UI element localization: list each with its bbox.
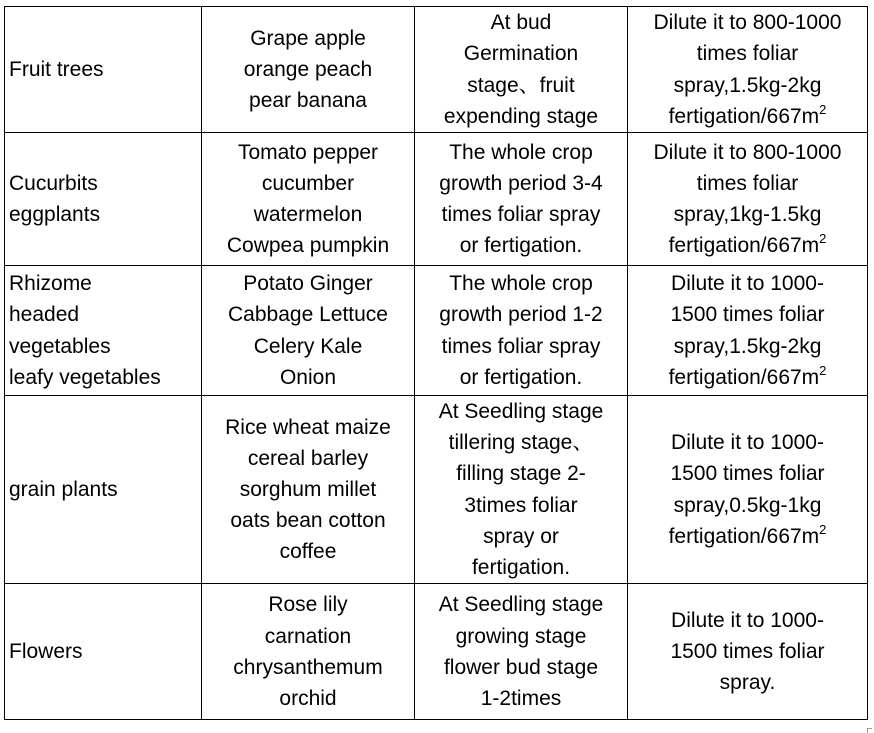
crop-type-cell bbox=[5, 396, 202, 584]
dosage-text: Dilute it to 800-1000 bbox=[653, 11, 842, 35]
crop-list-text: Cowpea pumpkin bbox=[226, 234, 390, 258]
crop-list-text: Tomato pepper bbox=[237, 140, 379, 164]
application-stage-cell bbox=[415, 396, 628, 584]
crop-list-cell bbox=[202, 7, 415, 133]
crop-type-text: headed bbox=[9, 303, 80, 327]
stage-text: At Seedling stage bbox=[438, 593, 604, 617]
crop-list-cell bbox=[202, 584, 415, 720]
dosage-unit-line bbox=[632, 101, 863, 132]
dosage-text: Dilute it to 1000- bbox=[671, 431, 824, 455]
crop-list-text: oats bean cotton bbox=[230, 509, 386, 533]
dosage-cell bbox=[628, 133, 868, 266]
dosage-unit-line bbox=[632, 230, 863, 261]
stage-text: growth period 1-2 bbox=[439, 303, 603, 327]
crop-list-text: sorghum millet bbox=[239, 478, 377, 501]
dosage-text: 1500 times foliar bbox=[670, 462, 825, 486]
crop-type-cell bbox=[5, 584, 202, 720]
crop-list-text: Grape apple bbox=[250, 26, 366, 50]
stage-text: Germination bbox=[463, 42, 579, 66]
crop-list-text: orchid bbox=[279, 686, 337, 710]
unit-superscript: 2 bbox=[819, 362, 827, 378]
dosage-cell bbox=[628, 396, 868, 584]
stage-text: expending stage bbox=[443, 104, 599, 128]
dosage-cell bbox=[628, 584, 868, 720]
stage-text: At Seedling stage bbox=[438, 400, 604, 423]
crop-list-text: coffee bbox=[279, 540, 337, 564]
crop-type-text: leafy vegetables bbox=[9, 365, 161, 389]
crop-list-text: Onion bbox=[279, 365, 337, 389]
crop-list-text: cereal barley bbox=[247, 446, 369, 470]
crop-type-cell bbox=[5, 7, 202, 133]
stage-text: fertigation. bbox=[471, 556, 571, 580]
crop-type-cell bbox=[5, 133, 202, 266]
crop-list-cell bbox=[202, 396, 415, 584]
dosage-text: Dilute it to 1000- bbox=[671, 608, 824, 632]
crop-type-text: Flowers bbox=[9, 640, 83, 664]
dosage-text: spray,1kg-1.5kg bbox=[673, 203, 822, 226]
crop-list-text: pear banana bbox=[249, 89, 367, 113]
dosage-text: spray. bbox=[719, 671, 776, 695]
unit-superscript: 2 bbox=[819, 231, 827, 247]
stage-text: 1-2times bbox=[480, 686, 562, 710]
dosage-text: spray,1.5kg-2kg bbox=[673, 73, 822, 97]
application-stage-cell bbox=[415, 584, 628, 720]
crop-application-table bbox=[4, 6, 868, 720]
crop-list-text: Rice wheat maize bbox=[225, 415, 391, 439]
crop-list-text: carnation bbox=[264, 624, 352, 648]
application-stage-cell bbox=[415, 266, 628, 396]
crop-list-text: cucumber bbox=[261, 171, 355, 195]
crop-list-text: Rose lily bbox=[268, 593, 348, 617]
dosage-text: times foliar bbox=[696, 171, 799, 195]
stage-text: The whole crop bbox=[449, 272, 593, 296]
application-stage-cell bbox=[415, 7, 628, 133]
crop-list-text: watermelon bbox=[253, 203, 363, 226]
crop-type-text: Cucurbits bbox=[9, 171, 98, 195]
stage-text: flower bud stage bbox=[443, 655, 599, 679]
stage-text: growth period 3-4 bbox=[439, 171, 603, 195]
dosage-text: fertigation/667m bbox=[668, 365, 820, 389]
stage-text: filling stage 2- bbox=[456, 462, 586, 486]
stage-text: The whole crop bbox=[449, 140, 593, 164]
stage-text: or fertigation. bbox=[459, 234, 583, 258]
unit-superscript: 2 bbox=[819, 521, 827, 537]
stage-text: At bud bbox=[490, 11, 552, 35]
stage-text: or fertigation. bbox=[459, 365, 583, 389]
crop-list-text: Potato Ginger bbox=[243, 272, 373, 296]
crop-type-text: eggplants bbox=[9, 203, 101, 226]
dosage-text: fertigation/667m bbox=[668, 524, 820, 548]
table-row bbox=[5, 584, 868, 720]
crop-list-cell bbox=[202, 266, 415, 396]
crop-type-text: Rhizome bbox=[9, 272, 92, 296]
unit-superscript: 2 bbox=[819, 101, 827, 117]
dosage-text: spray,0.5kg-1kg bbox=[673, 493, 822, 517]
stage-text: growing stage bbox=[455, 624, 587, 648]
table-row bbox=[5, 396, 868, 584]
crop-list-text: orange peach bbox=[243, 57, 373, 81]
crop-list-text: Cabbage Lettuce bbox=[228, 303, 388, 327]
stage-text: times foliar spray bbox=[441, 334, 601, 358]
table-row bbox=[5, 133, 868, 266]
dosage-text: times foliar bbox=[696, 42, 799, 66]
dosage-unit-line bbox=[632, 521, 863, 552]
dosage-text: fertigation/667m bbox=[668, 104, 820, 128]
dosage-text: 1500 times foliar bbox=[670, 640, 825, 664]
table-row bbox=[5, 7, 868, 133]
crop-type-text: vegetables bbox=[9, 334, 111, 358]
crop-type-text: Fruit trees bbox=[9, 57, 104, 81]
dosage-text: Dilute it to 800-1000 bbox=[653, 140, 842, 164]
stage-text: tillering stage、 bbox=[448, 431, 594, 455]
dosage-text: fertigation/667m bbox=[668, 234, 820, 258]
table-row bbox=[5, 266, 868, 396]
application-stage-cell bbox=[415, 133, 628, 266]
crop-list-text: Celery Kale bbox=[253, 334, 363, 358]
stage-text: spray or bbox=[483, 524, 559, 548]
dosage-cell bbox=[628, 7, 868, 133]
dosage-text: spray,1.5kg-2kg bbox=[673, 334, 822, 358]
stage-text: times foliar spray bbox=[441, 203, 601, 226]
stage-text: 3times foliar bbox=[464, 493, 578, 517]
dosage-text: 1500 times foliar bbox=[670, 303, 825, 327]
dosage-text: Dilute it to 1000- bbox=[671, 272, 824, 296]
crop-type-cell bbox=[5, 266, 202, 396]
stage-text: stage、fruit bbox=[467, 73, 575, 97]
dosage-unit-line bbox=[632, 362, 863, 393]
crop-list-text: chrysanthemum bbox=[233, 655, 383, 679]
page-corner-mark bbox=[867, 728, 872, 733]
crop-type-text: grain plants bbox=[9, 478, 118, 501]
crop-list-cell bbox=[202, 133, 415, 266]
dosage-cell bbox=[628, 266, 868, 396]
